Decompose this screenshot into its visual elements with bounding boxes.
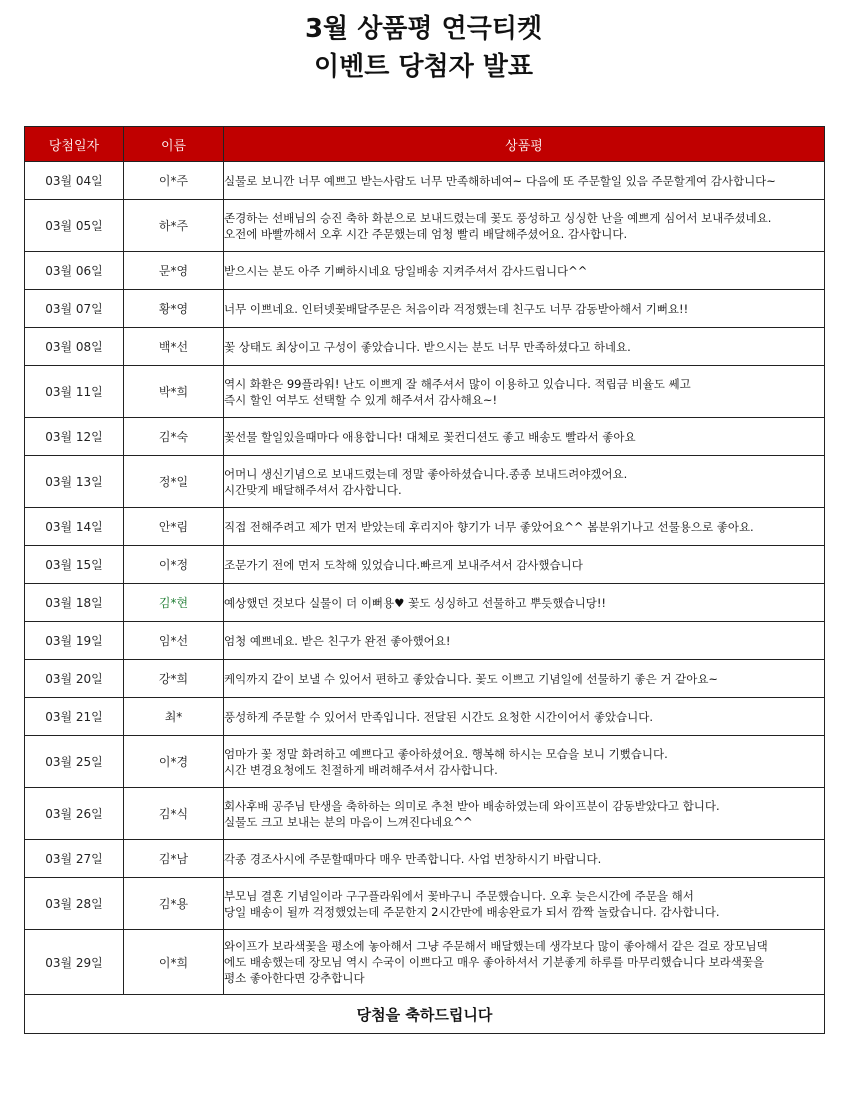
header-review: 상품평 <box>224 127 825 162</box>
row-review: 꽃 상태도 최상이고 구성이 좋았습니다. 받으시는 분도 너무 만족하셨다고 하네요. <box>224 328 825 366</box>
table-row <box>25 418 825 456</box>
row-name: 김*숙 <box>124 418 224 456</box>
row-name: 이*정 <box>124 546 224 584</box>
table-header-row <box>25 127 825 162</box>
row-date: 03월 28일 <box>25 878 124 930</box>
row-review: 예상했던 것보다 실물이 더 이뻐용♥ 꽃도 싱싱하고 선물하고 뿌듯했습니당!! <box>224 584 825 622</box>
table-row <box>25 698 825 736</box>
row-name: 문*영 <box>124 252 224 290</box>
row-date: 03월 20일 <box>25 660 124 698</box>
table-row <box>25 456 825 508</box>
row-name: 이*경 <box>124 736 224 788</box>
row-name: 정*일 <box>124 456 224 508</box>
row-review: 받으시는 분도 아주 기뻐하시네요 당일배송 지켜주셔서 감사드립니다^^ <box>224 252 825 290</box>
table-row <box>25 878 825 930</box>
header-name: 이름 <box>124 127 224 162</box>
row-review: 조문가기 전에 먼저 도착해 있었습니다.빠르게 보내주셔서 감사했습니다 <box>224 546 825 584</box>
row-date: 03월 21일 <box>25 698 124 736</box>
row-review: 실물로 보니깐 너무 예쁘고 받는사람도 너무 만족해하네여~ 다음에 또 주문할일 있음 주문할게여 감사합니다~ <box>224 162 825 200</box>
row-name: 이*희 <box>124 930 224 995</box>
row-name: 강*희 <box>124 660 224 698</box>
table-row <box>25 788 825 840</box>
table-body <box>25 162 825 995</box>
row-date: 03월 15일 <box>25 546 124 584</box>
row-date: 03월 19일 <box>25 622 124 660</box>
row-date: 03월 07일 <box>25 290 124 328</box>
row-review: 풍성하게 주문할 수 있어서 만족입니다. 전달된 시간도 요청한 시간이어서 좋았습니다. <box>224 698 825 736</box>
row-review: 부모님 결혼 기념일이라 구구플라워에서 꽃바구니 주문했습니다. 오후 늦은시간에 주문을 해서 당일 배송이 될까 걱정했었는데 주문한지 2시간만에 배송완료가 되서 깜짝 놀랐습니다. 감사합니다. <box>224 878 825 930</box>
row-name: 박*희 <box>124 366 224 418</box>
row-date: 03월 08일 <box>25 328 124 366</box>
page-title-line-2: 이벤트 당첨자 발표 <box>313 52 534 82</box>
row-date: 03월 05일 <box>25 200 124 252</box>
table-row <box>25 328 825 366</box>
row-name: 하*주 <box>124 200 224 252</box>
row-date: 03월 26일 <box>25 788 124 840</box>
row-date: 03월 11일 <box>25 366 124 418</box>
row-review: 회사후배 공주님 탄생을 축하하는 의미로 추천 받아 배송하였는데 와이프분이 감동받았다고 합니다. 실물도 크고 보내는 분의 마음이 느껴진다네요^^ <box>224 788 825 840</box>
row-review: 직접 전해주려고 제가 먼저 받았는데 후리지아 향기가 너무 좋았어요^^ 봄분위기나고 선물용으로 좋아요. <box>224 508 825 546</box>
row-name: 황*영 <box>124 290 224 328</box>
row-name: 김*식 <box>124 788 224 840</box>
row-name: 임*선 <box>124 622 224 660</box>
row-review: 역시 화환은 99플라워! 난도 이쁘게 잘 해주셔서 많이 이용하고 있습니다. 적립금 비율도 쎄고 즉시 할인 여부도 선택할 수 있게 해주셔서 감사해요~! <box>224 366 825 418</box>
row-name: 김*용 <box>124 878 224 930</box>
table-row <box>25 200 825 252</box>
row-date: 03월 18일 <box>25 584 124 622</box>
table-row <box>25 736 825 788</box>
row-review: 각종 경조사시에 주문할때마다 매우 만족합니다. 사업 번창하시기 바랍니다. <box>224 840 825 878</box>
row-name: 최* <box>124 698 224 736</box>
table-row <box>25 930 825 995</box>
table-row <box>25 252 825 290</box>
page-title <box>0 10 847 86</box>
table-row <box>25 546 825 584</box>
row-name: 김*남 <box>124 840 224 878</box>
row-date: 03월 13일 <box>25 456 124 508</box>
winners-table <box>24 126 825 1034</box>
row-date: 03월 25일 <box>25 736 124 788</box>
row-date: 03월 29일 <box>25 930 124 995</box>
table-row <box>25 290 825 328</box>
row-review: 와이프가 보라색꽃을 평소에 놓아해서 그냥 주문해서 배달했는데 생각보다 많이 좋아해서 같은 걸로 장모님댁 에도 배송했는데 장모님 역시 수국이 이쁘다고 매우 좋아하셔서 기분좋게 하루를 마무리했습니다 보라색꽃을 평소 좋아한다면 강추합니다 <box>224 930 825 995</box>
row-name: 이*주 <box>124 162 224 200</box>
row-review: 케익까지 같이 보낼 수 있어서 편하고 좋았습니다. 꽃도 이쁘고 기념일에 선물하기 좋은 거 같아요~ <box>224 660 825 698</box>
table-footer-row <box>25 995 825 1034</box>
row-review: 존경하는 선배님의 승진 축하 화분으로 보내드렸는데 꽃도 풍성하고 싱싱한 난을 예쁘게 심어서 보내주셨네요. 오전에 바빨까해서 오후 시간 주문했는데 엄청 빨리 배달해주셨어요. 감사합니다. <box>224 200 825 252</box>
header-date: 당첨일자 <box>25 127 124 162</box>
table-row <box>25 622 825 660</box>
table-row <box>25 508 825 546</box>
table-row <box>25 840 825 878</box>
row-review: 어머니 생신기념으로 보내드렸는데 정말 좋아하셨습니다.종종 보내드려야겠어요. 시간맞게 배달해주셔서 감사합니다. <box>224 456 825 508</box>
row-name: 안*림 <box>124 508 224 546</box>
row-date: 03월 27일 <box>25 840 124 878</box>
congratulations-footer: 당첨을 축하드립니다 <box>25 995 825 1034</box>
row-review: 엄마가 꽃 정말 화려하고 예쁘다고 좋아하셨어요. 행복해 하시는 모습을 보니 기뻤습니다. 시간 변경요청에도 친절하게 배려해주셔서 감사합니다. <box>224 736 825 788</box>
row-date: 03월 06일 <box>25 252 124 290</box>
row-review: 꽃선물 할일있을때마다 애용합니다! 대체로 꽃컨디션도 좋고 배송도 빨라서 좋아요 <box>224 418 825 456</box>
table-row <box>25 162 825 200</box>
table-row <box>25 584 825 622</box>
row-name: 김*현 <box>124 584 224 622</box>
row-name: 백*선 <box>124 328 224 366</box>
table-row <box>25 660 825 698</box>
row-date: 03월 12일 <box>25 418 124 456</box>
page-title-line-1: 3월 상품평 연극티켓 <box>304 14 543 44</box>
table-row <box>25 366 825 418</box>
row-review: 너무 이쁘네요. 인터넷꽃배달주문은 처음이라 걱정했는데 친구도 너무 감동받아해서 기뻐요!! <box>224 290 825 328</box>
row-date: 03월 04일 <box>25 162 124 200</box>
row-date: 03월 14일 <box>25 508 124 546</box>
row-review: 엄청 예쁘네요. 받은 친구가 완전 좋아했어요! <box>224 622 825 660</box>
